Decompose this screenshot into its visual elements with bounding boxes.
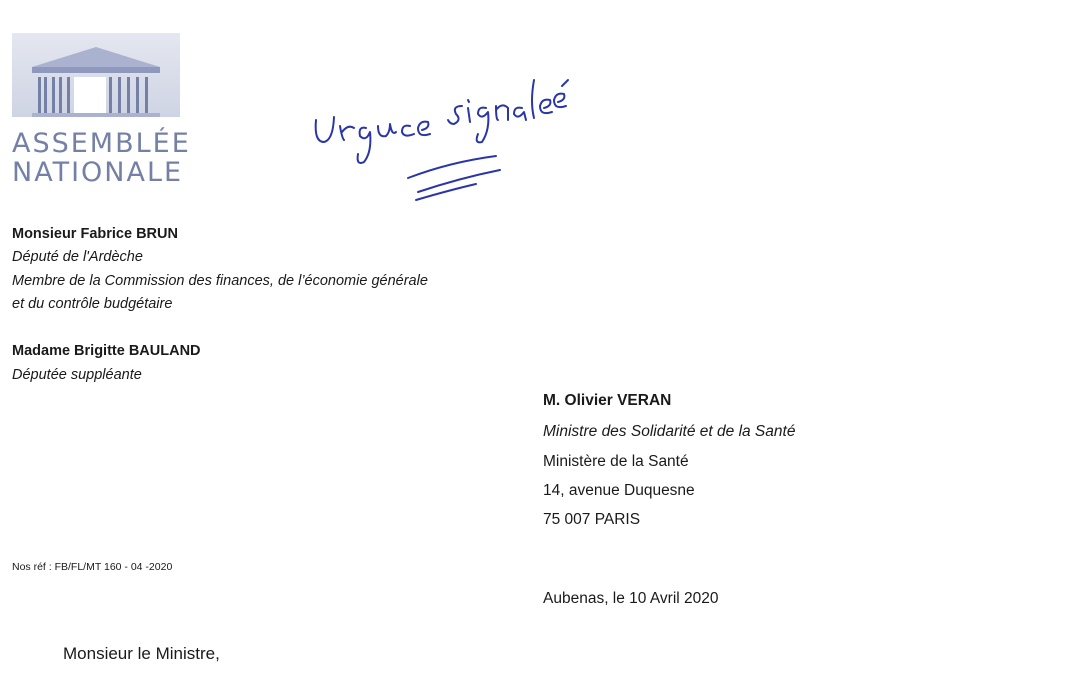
handwritten-urgent-note [300, 62, 580, 212]
parliament-building-icon [12, 33, 180, 117]
substitute-name: Madame Brigitte BAULAND [12, 343, 201, 359]
recipient-ministry: Ministère de la Santé [543, 453, 689, 470]
recipient-title: Ministre des Solidarité et de la Santé [543, 423, 796, 440]
salutation: Monsieur le Ministre, [63, 644, 220, 663]
recipient-address: 14, avenue Duquesne [543, 482, 695, 499]
sender-commission-line1: Membre de la Commission des finances, de l’économie générale [12, 273, 428, 289]
place-and-date: Aubenas, le 10 Avril 2020 [543, 590, 719, 607]
sender-role: Député de l'Ardèche [12, 249, 143, 265]
logo-text-line1: ASSEMBLÉE [12, 128, 191, 159]
sender-name: Monsieur Fabrice BRUN [12, 226, 178, 242]
substitute-role: Députée suppléante [12, 367, 142, 383]
recipient-city: 75 007 PARIS [543, 511, 641, 528]
assemblee-nationale-logo [12, 33, 191, 188]
sender-commission-line2: et du contrôle budgétaire [12, 296, 173, 312]
recipient-name: M. Olivier VERAN [543, 392, 672, 409]
logo-text-line2: NATIONALE [12, 157, 184, 188]
reference-number: Nos réf : FB/FL/MT 160 - 04 -2020 [12, 561, 173, 573]
